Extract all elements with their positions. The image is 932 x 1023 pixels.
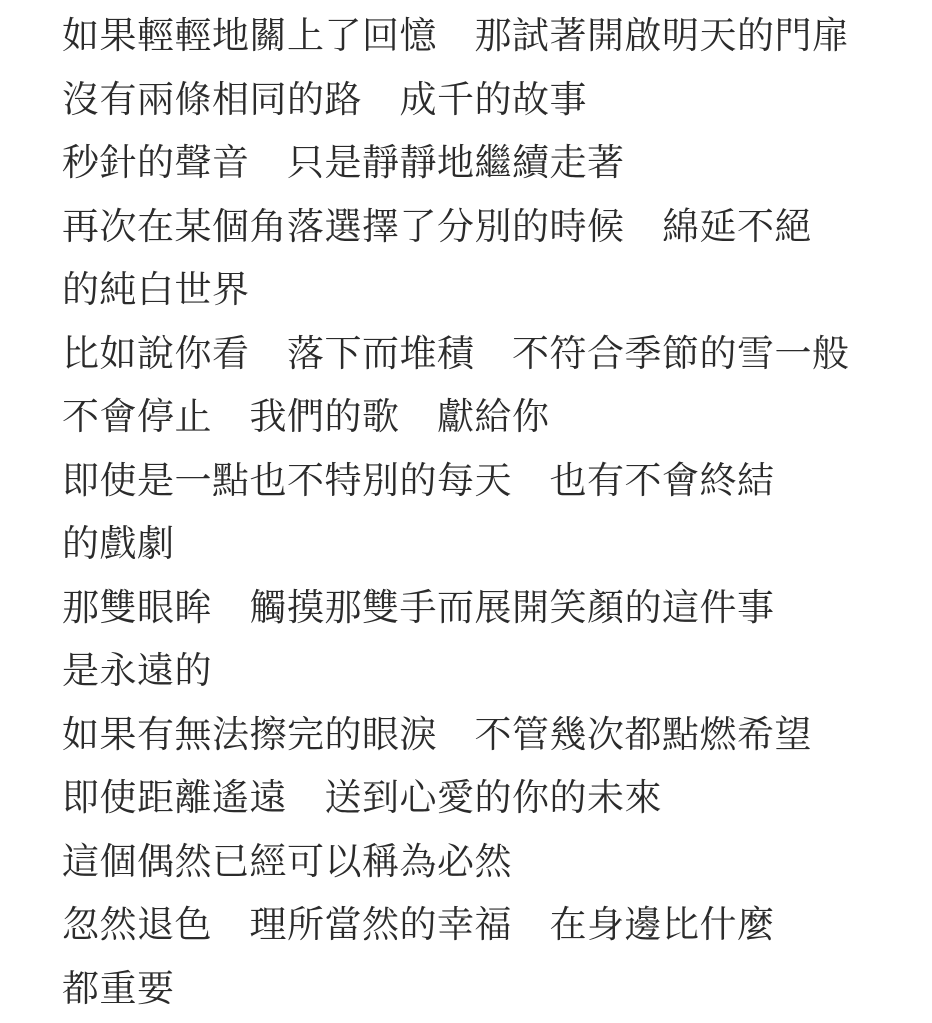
- lyric-line: 如果有無法擦完的眼淚 不管幾次都點燃希望: [62, 712, 812, 756]
- lyric-line: 都重要: [62, 966, 175, 1010]
- lyric-line: 這個偶然已經可以稱為必然: [62, 839, 512, 883]
- lyric-line: 那雙眼眸 觸摸那雙手而展開笑顏的這件事: [62, 585, 775, 629]
- lyric-line: 沒有兩條相同的路 成千的故事: [62, 77, 587, 121]
- lyric-line: 的戲劇: [62, 522, 175, 565]
- lyric-line: 如果輕輕地關上了回憶 那試著開啟明天的門扉: [62, 14, 850, 57]
- lyric-line: 不會停止 我們的歌 獻給你: [62, 395, 550, 438]
- lyric-line: 比如說你看 落下而堆積 不符合季節的雪一般: [62, 331, 850, 375]
- lyric-line: 即使距離遙遠 送到心愛的你的未來: [62, 776, 662, 819]
- lyric-line: 是永遠的: [62, 649, 212, 692]
- lyric-line: 即使是一點也不特別的每天 也有不會終結: [62, 458, 775, 502]
- lyrics-text-block: [62, 4, 892, 1020]
- lyric-line: 秒針的聲音 只是靜靜地繼續走著: [62, 141, 625, 184]
- lyric-line: 忽然退色 理所當然的幸福 在身邊比什麼: [62, 903, 775, 946]
- lyric-line: 的純白世界: [62, 268, 250, 311]
- lyric-line: 再次在某個角落選擇了分別的時候 綿延不絕: [62, 204, 812, 248]
